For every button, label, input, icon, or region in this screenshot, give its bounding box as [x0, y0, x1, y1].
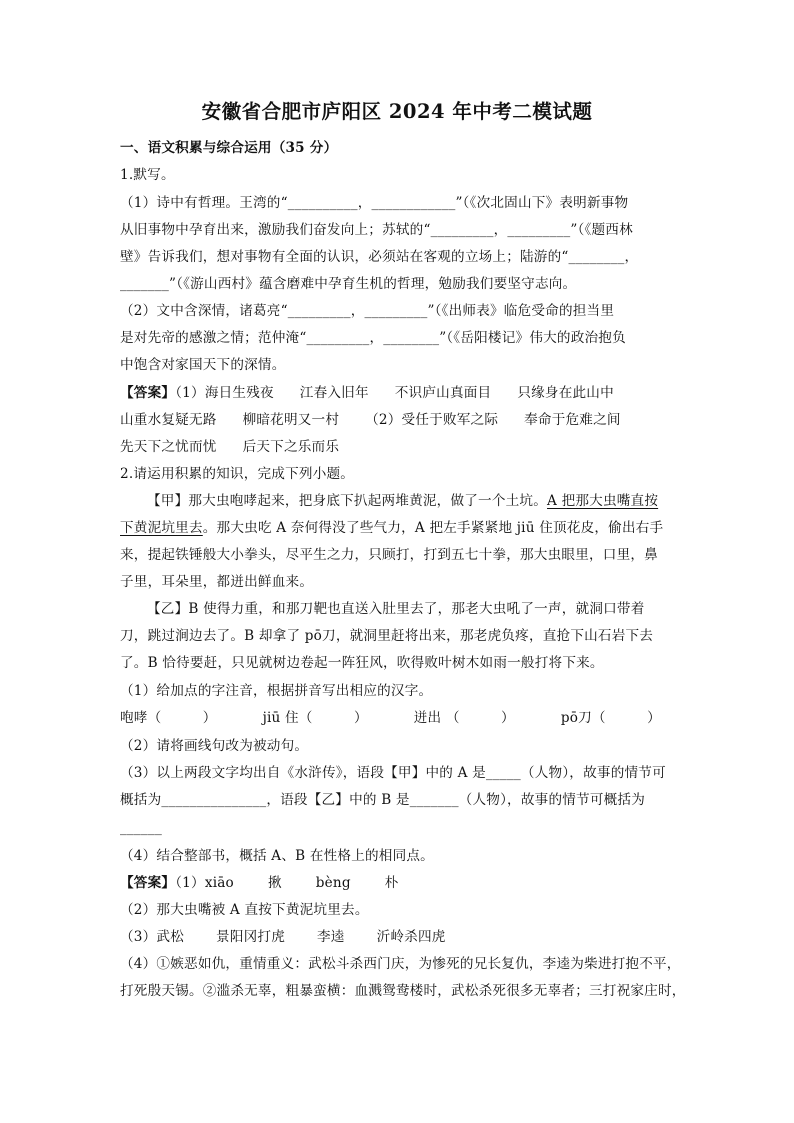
answer-item: （3）武松 [120, 929, 185, 945]
q1-part1-line4: _______”（《游山西村》蕴含磨难中孕育生机的哲理，勉励我们要坚守志向。 [120, 276, 577, 292]
q1-part2-line1: （2）文中含深情，诸葛亮“_________，_________”（《出师表》临危受命的担当里 [120, 303, 615, 319]
q2-answer-line3 [120, 928, 446, 946]
q1-answer-line2 [120, 411, 621, 429]
passage-text: 【甲】那大虫咆哮起来，把身底下扒起两堆黄泥，做了一个土坑。 [147, 493, 548, 509]
passage-jia-line1 [147, 492, 658, 510]
answer-item: 柳暗花明又一村 [242, 412, 340, 428]
answer-item: （2）受任于败军之际 [365, 412, 499, 428]
q1-part1-line3: 壁》告诉我们，想对事物有全面的认识，必须站在客观的立场上；陆游的“________， [120, 249, 639, 265]
answer-item: 景阳冈打虎 [216, 929, 285, 945]
answer-item: 奉命于危难之间 [524, 412, 621, 428]
answer-item: 只缘身在此山中 [517, 385, 614, 401]
answer-item: bèng [315, 875, 351, 891]
pinyin-item: 迸出 （ ） [413, 710, 515, 726]
q2-sub1: （1）给加点的字注音，根据拼音写出相应的汉字。 [120, 683, 433, 699]
answer-item: 李逵 [317, 929, 345, 945]
pinyin-item: jiū 住（ ） [262, 710, 368, 726]
q1-part1-line2: 从旧事物中孕育出来，激励我们奋发向上；苏轼的“_________，_________”（《题西林 [120, 222, 633, 238]
section-heading: 一、语文积累与综合运用（35 分） [120, 140, 338, 156]
answer-item: 不识庐山真面目 [394, 385, 492, 401]
answer-item: 后天下之乐而乐 [242, 439, 340, 455]
q2-answer-line4: （4）①嫉恶如仇，重情重义：武松斗杀西门庆，为惨死的兄长复仇，李逵为柴进打抱不平， [120, 956, 681, 972]
q2-answer-line1 [120, 874, 399, 892]
q2-sub3-line2: 概括为_______________，语段【乙】中的 B 是_______（人物），故事的情节可概括为 [120, 792, 645, 808]
answer-item: 山重水复疑无路 [120, 412, 217, 428]
q2-sub3-line3: ______ [120, 820, 162, 836]
pinyin-item: pō刀（ ） [560, 710, 661, 726]
passage-jia-line4: 子里，耳朵里，都迸出鲜血来。 [120, 574, 314, 590]
q1-answer-line1 [120, 384, 614, 402]
q1-answer-line3 [120, 438, 339, 456]
answer-item: 揪 [267, 875, 282, 891]
q2-answer-line2: （2）那大虫嘴被 A 直按下黄泥坑里去。 [120, 902, 369, 918]
q2-sub2: （2）请将画线句改为被动句。 [120, 738, 309, 754]
passage-jia-line2 [120, 519, 663, 537]
answer-item: 朴 [384, 875, 399, 891]
q1-part1-line1: （1）诗中有哲理。王湾的“__________，____________”（《次北固山下》表明新事物 [120, 195, 629, 211]
q2-sub3-line1: （3）以上两段文字均出自《水浒传》，语段【甲】中的 A 是_____（人物），故事的情节可 [120, 765, 666, 781]
answer-item: （1）海日生残夜 [175, 385, 274, 401]
page-title: 安徽省合肥市庐阳区 2024 年中考二模试题 [201, 100, 593, 123]
passage-yi-line1: 【乙】B 使得力重，和那刀靶也直送入肚里去了，那老大虫吼了一声，就洞口带着 [147, 601, 645, 617]
q2-sub1-items [120, 709, 661, 727]
question-2-label: 2.请运用积累的知识，完成下列小题。 [120, 466, 355, 482]
underlined-sentence: 下黄泥坑里去 [120, 520, 203, 536]
q1-part2-line3: 中饱含对家国天下的深情。 [120, 357, 286, 373]
passage-yi-line2: 刀，跳过涧边去了。B 却拿了 pō刀，就洞里赶将出来，那老虎负疼，直抢下山石岩下去 [120, 628, 654, 644]
answer-item: 沂岭杀四虎 [376, 929, 446, 945]
passage-yi-line3: 了。B 恰待要赶，只见就树边卷起一阵狂风，吹得败叶树木如雨一般打将下来。 [120, 655, 604, 671]
answer-item: 江春入旧年 [299, 385, 369, 401]
passage-jia-line3: 来，提起铁锤般大小拳头，尽平生之力，只顾打，打到五七十拳，那大虫眼里，口里，鼻 [120, 547, 658, 563]
q2-sub4: （4）结合整部书，概括 A、B 在性格上的相同点。 [120, 848, 434, 864]
question-1-label: 1.默写。 [120, 167, 175, 183]
q1-part2-line2: 是对先帝的感激之情；范仲淹“_________，________”（《岳阳楼记》伟大的政治抱负 [120, 330, 626, 346]
passage-text: 。那大虫吃 A 奈何得没了些气力，A 把左手紧紧地 jiū 住顶花皮，偷出右手 [202, 520, 664, 536]
underlined-sentence: A 把那大虫嘴直按 [547, 493, 659, 509]
answer-label: 【答案】 [120, 875, 176, 891]
q2-answer-line5: 打死殷天锡。②滥杀无辜，粗暴蛮横：血溅鸳鸯楼时，武松杀死很多无辜者；三打祝家庄时， [120, 983, 686, 999]
pinyin-item: 咆哮（ ） [120, 710, 217, 726]
answer-label: 【答案】 [120, 385, 176, 401]
answer-item: 先天下之忧而忧 [120, 439, 217, 455]
answer-item: （1）xiāo [175, 875, 234, 891]
